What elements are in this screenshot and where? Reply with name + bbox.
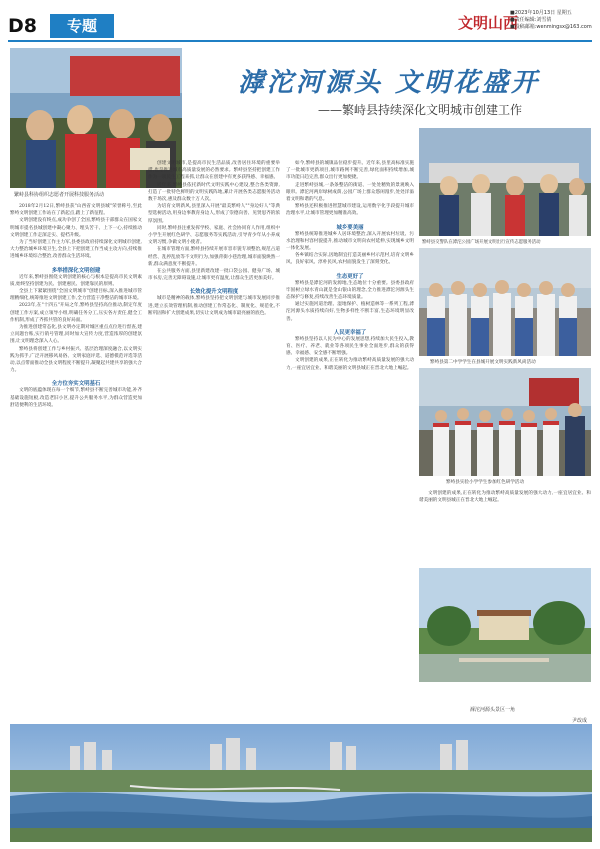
paragraph: 文明的底蕴体现在每一个细节,繁峙县不断完善城市功能,补齐基础设施短板,改造老旧小区,提升公共服务水平,为群众营造更加舒适便利的生活环境。: [10, 388, 142, 408]
photo-red-study: [419, 368, 591, 476]
paragraph: 如今,繁峙县的城镇品位稳步提升。近年来,县里高标准实施了一批城市更新项目,城市路网不断完善,绿化面积持续增加,城市功能日趋完善,群众出行更加便捷。: [286, 161, 414, 181]
paragraph: 繁峙县将创建工作与乡村振兴、基层治理深度融合,以文明实践为抓手,广泛开展移风易俗、文明家庭评选、道德模范评选等活动,以点带面推动全县文明程度不断提升,凝聚起共建共享的强大合力。: [10, 346, 142, 374]
paragraph: 繁峙县统筹推进城乡人居环境整治,深入开展农村垃圾、污水治理和村容村貌提升,推动城市文明向农村延伸,实现城乡文明一体化发展。: [286, 231, 414, 252]
header-meta: [510, 10, 596, 31]
paragraph: 为了当好创建工作主力军,县委县政府持续深化文明城市创建,大力整治城乡环境卫生,全县上下把创建工作当成主攻方向,持续推进城乡环境综合整治,改善群众生活环境。: [10, 240, 142, 260]
header-rule: [8, 40, 592, 42]
photo-caption: 繁峙县科协组织志愿者开展科技服务活动: [14, 192, 105, 198]
paragraph: 文明创建的成果,正在转化为推动繁峙高质量发展的强大动力,一座宜居宜业、和谐美丽的文明县城正在晋北大地上崛起。: [419, 491, 591, 504]
photo-caption: 繁峙县第二中学学生在县城开展文明实践新风尚活动: [430, 360, 536, 365]
paragraph: 走进繁峙县城,一条条整洁的街道、一处处精致的景观映入眼帘。滹沱河两岸绿树成荫,公园广场上群众悠闲漫步,处处洋溢着文明和谐的气息。: [286, 182, 414, 203]
page-header: [0, 0, 600, 44]
paragraph: 2023年,在"十四五"开局之年,繁峙县坚持高位推动,制定年度创建工作方案,成立领导小组,明确任务分工,压实各方责任,健全工作机制,形成了齐抓共管的良好局面。: [10, 303, 142, 323]
photo-students: [419, 248, 591, 356]
article-column-3: [286, 160, 414, 718]
section-subhead: 多举措深化文明创建: [51, 267, 101, 274]
paragraph: 通过实施河道治理、湿地保护、植树造林等一系列工程,滹沱河源头水质持续向好,生物多样性不断丰富,生态环境明显改善。: [286, 302, 414, 322]
submission-email: ■投稿邮箱:wenmingsx@163.com: [510, 24, 592, 30]
page-number: D8: [8, 15, 37, 37]
subheadline: ——繁峙县持续深化文明城市创建工作: [318, 103, 523, 117]
paragraph: 文明创建没有终点,成功争创了全国,繁峙县干部群众在国家文明城市提名县城创建中凝心聚力、埋头苦干、上下一心,持续推动文明创建工作走深走实、提档升级。: [10, 218, 142, 238]
paragraph: 各乡镇结合实际,因地制宜打造美丽乡村示范村,培育文明乡风、良好家风、淳朴民风,农村面貌发生了深刻变化。: [286, 253, 414, 266]
article-column-4: [419, 490, 591, 564]
article-column-2: [148, 160, 280, 718]
paragraph: 繁峙县是滹沱河的发源地,生态地位十分重要。县委县政府牢固树立绿水青山就是金山银山的理念,全力推进滹沱河源头生态保护与修复,持续改善生态环境质量。: [286, 280, 414, 301]
editor-credit: ■责任编辑:刘雪倩: [510, 17, 552, 23]
paragraph: 2018年2月12日,繁峙县获"山西省文明县城"荣誉称号,至此繁峙文明创建工作站在了新起点,踏上了新征程。: [10, 204, 142, 217]
paragraph: 在城市管理方面,繁峙县持续开展市容市貌专项整治,规范占道经营、乱停乱放等不文明行为,加强背街小巷治理,城市面貌焕然一新,群众满意度不断提升。: [148, 247, 280, 267]
paragraph: 文明创建的成果,正在转化为推动繁峙高质量发展的强大动力,一座宜居宜业、和谐美丽的文明县城正在晋北大地上崛起。: [286, 358, 414, 371]
paragraph: 繁峙县还积极推进智慧城市建设,运用数字化手段提升城市治理水平,让城市管理更加精准高效。: [286, 204, 414, 217]
photo-caption: 繁峙县实验小学学生参加红色研学活动: [446, 480, 525, 485]
section-tag: 专题: [50, 14, 114, 38]
paragraph: 近年来,繁峙县围绕文明创建的核心与根本是提高市民文明素质,始终坚持创建为民、创建惠民、创建靠民的原则。: [10, 274, 142, 287]
section-subhead: 生态更好了: [336, 273, 364, 280]
author-byline: 尹改成: [572, 718, 588, 724]
section-subhead: 长效化提升文明程度: [189, 289, 239, 296]
paragraph: 创建文明城市,是提高市民生活品质,改善居住环境的重要举措,也是推进城市高质量发展的必然要求。繁峙县坚持把创建工作作为一项民生工程来抓,让群众在创建中有更多获得感、幸福感。: [148, 161, 280, 181]
photo-caption: 繁峙县交警队在滹沱公园广场开展文明出行宣传志愿服务活动: [422, 240, 541, 245]
section-subhead: 人民更幸福了: [333, 329, 367, 336]
section-subhead: 全方位夯实文明基石: [51, 381, 101, 388]
paragraph: 为培育文明新风,县里深入开展"最美繁峙人""身边好人"等典型选树活动,用身边事教育身边人,形成了崇德向善、见贤思齐的浓厚氛围。: [148, 204, 280, 224]
headline: 滹沱河源头 文明花盛开: [238, 68, 541, 98]
paragraph: 在公共服务方面,县里新建改建一批口袋公园、健身广场、城市书房,完善无障碍设施,让城市更有温度,让群众生活更加美好。: [148, 269, 280, 282]
photo-river-panorama: [10, 724, 592, 842]
paragraph: 近年来,繁峙县依托新时代文明实践中心建设,整合各类资源,打造了一批特色鲜明的文明实践阵地,累计开展各类志愿服务活动数千场次,惠及群众数十万人次。: [148, 182, 280, 203]
section-subhead: 城乡要美丽: [336, 224, 364, 231]
paragraph: 城市是精神的载体,繁峙县坚持把文明创建与城市发展同步推进,建立长效管理机制,推动创建工作常态化、制度化、规范化,不断巩固和扩大创建成果,切实让文明成为城市最亮丽的底色。: [148, 296, 280, 316]
paragraph: 全县上下紧紧围绕"全国文明城市"创建目标,深入推进城市管理精细化,统筹推进文明创建工作,全力营造干净整洁的城市环境。: [10, 289, 142, 302]
issue-date: ■2023年10月13日 星期五: [510, 10, 572, 16]
paragraph: 繁峙县坚持以人民为中心的发展思想,持续加大民生投入,教育、医疗、养老、就业等各项民生事业全面进步,群众的获得感、幸福感、安全感不断增强。: [286, 336, 414, 357]
photo-caption: 滹沱河源头景区一角: [470, 707, 516, 713]
paragraph: 同时,繁峙县注重发挥学校、家庭、社会协同育人作用,组织中小学生开展红色研学、志愿服务等实践活动,引导青少年从小养成文明习惯,争做文明小使者。: [148, 225, 280, 246]
paragraph: 为推进创建常态化,县文明办定期对城区重点点位进行督查,建立问题台账,实行销号管理,同时加大宣传力度,营造浓厚的创建氛围,让文明理念深入人心。: [10, 325, 142, 345]
photo-scenic-area: [419, 568, 591, 682]
photo-traffic-police: [419, 128, 591, 236]
masthead-logo: 文明山西: [458, 14, 519, 32]
article-column-1: [10, 203, 142, 720]
